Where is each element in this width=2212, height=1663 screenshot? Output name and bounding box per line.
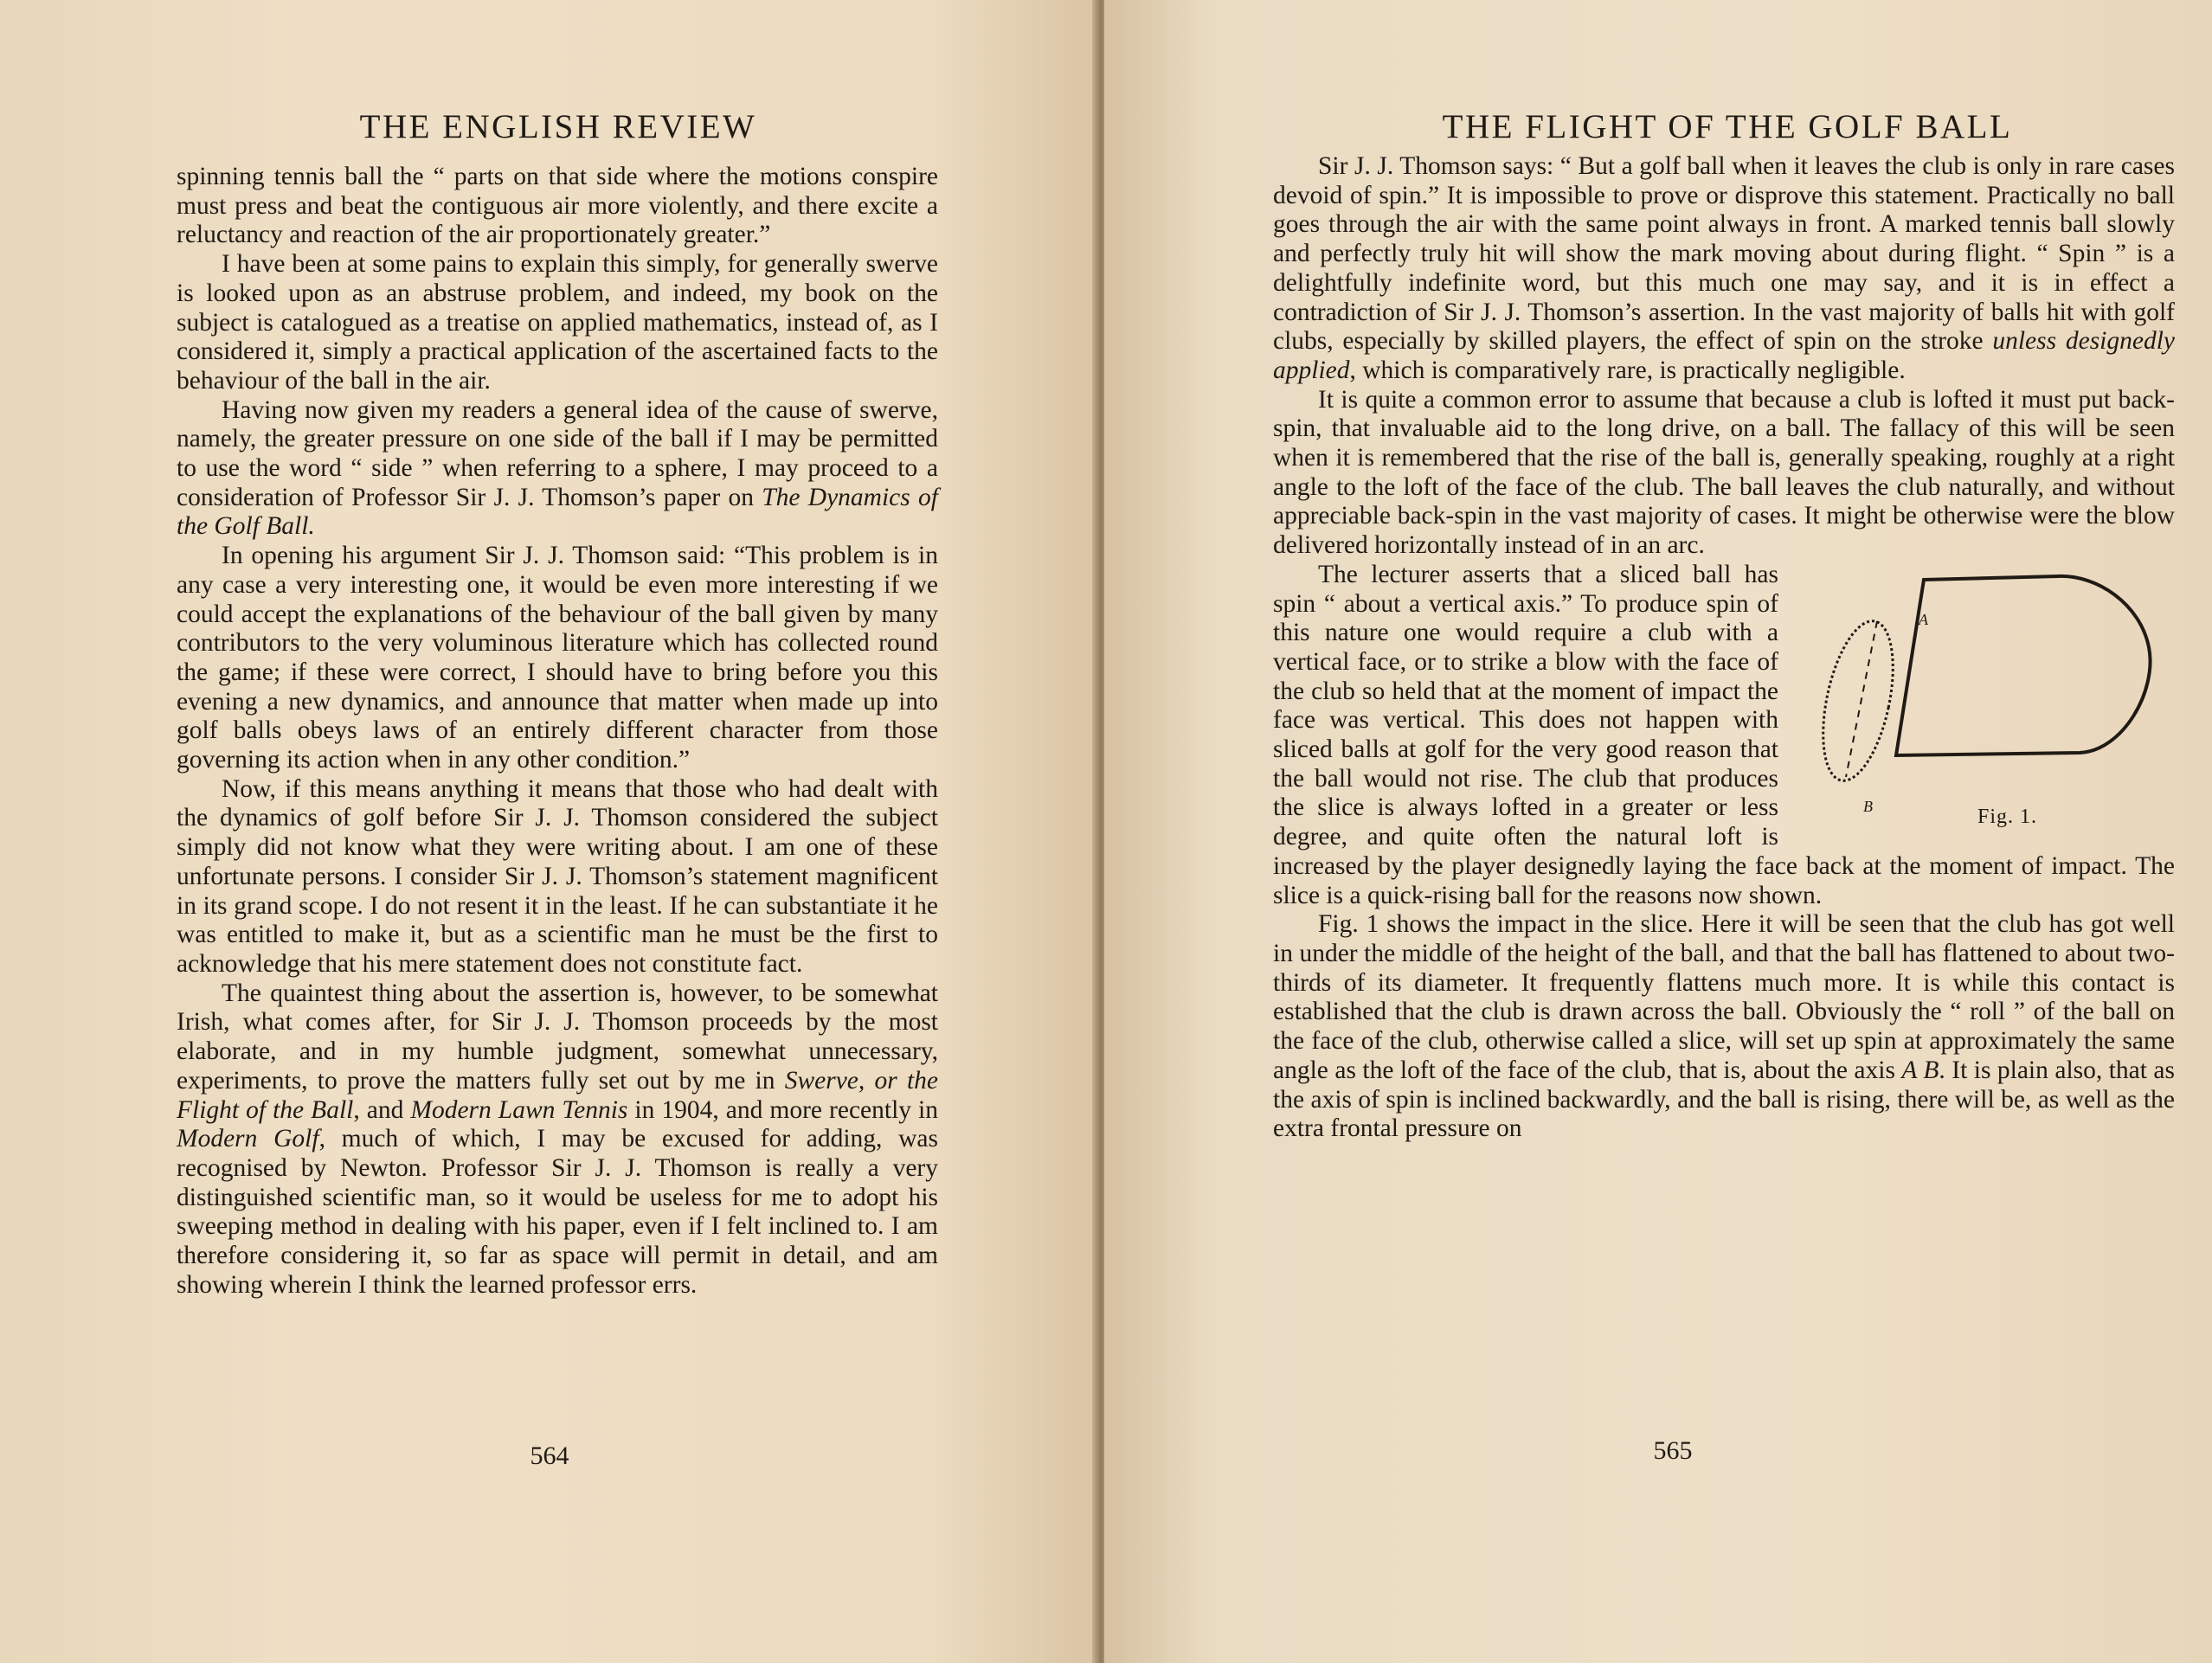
- italic-title: Swerve, or the Flight of the Ball: [177, 1066, 938, 1124]
- right-page: [1104, 0, 2212, 1663]
- page-number-right: 565: [1653, 1436, 1693, 1465]
- paragraph: spinning tennis ball the “ parts on that side where the motions conspire must press and beat the contiguous air more violently, and there excite a reluctancy and reaction of the air proportionately greater.”: [177, 163, 938, 249]
- flattened-ball: [1810, 614, 1906, 787]
- paragraph: Fig. 1 shows the impact in the slice. Here it will be seen that the club has got well in under the middle of the height of the ball, and that the ball has flattened to about two-thirds of its diameter. It frequently flattens much more. It is while this contact is established that the club is drawn across the ball. Obviously the “ roll ” of the ball on the face of the club, otherwise called a slice, will set up spin at approximately the same angle as the loft of the face of the club, that is, about the axis A B. It is plain also, that as the axis of spin is inclined backwardly, and the ball is rising, there will be, as well as the extra frontal pressure on: [1273, 910, 2175, 1143]
- paragraph: The quaintest thing about the assertion is, however, to be somewhat Irish, what comes after, for Sir J. J. Thomson proceeds by the most elaborate, and in my humble judgment, somewhat unnecessary, experiments, to prove the matters fully set out by me in Swerve, or the Flight of the Ball, and Modern Lawn Tennis in 1904, and more recently in Modern Golf, much of which, I may be excused for adding, was recognised by Newton. Professor Sir J. J. Thomson is really a very distinguished scientific man, so it would be useless for me to adopt his sweeping method in dealing with his paper, even if I felt inclined to. I am therefore considering it, so far as space will permit in detail, and am showing wherein I think the learned professor errs.: [177, 979, 939, 1299]
- paragraph: Sir J. J. Thomson says: “ But a golf ball when it leaves the club is only in rare cases devoid of spin.” It is impossible to prove or disprove this statement. Practically no ball goes through the air with the same point always in front. A marked tennis ball slowly and perfectly truly hit will show the mark moving about during flight. “ Spin ” is a delightfully indefinite word, but this much one may say, and it is in effect a contradiction of Sir J. J. Thomson’s assertion. In the vast majority of balls hit with golf clubs, especially by skilled players, the effect of spin on the stroke unless designedly applied, which is comparatively rare, is practically negligible.: [1273, 152, 2175, 384]
- italic-axis: A B: [1901, 1056, 1939, 1084]
- italic-title: Modern Golf: [177, 1125, 319, 1153]
- figure-1: [1794, 561, 2175, 846]
- page-number-left: 564: [530, 1441, 569, 1470]
- paragraph: It is quite a common error to assume that because a club is lofted it must put back-spin, that invaluable aid to the long drive, on a ball. The fallacy of this will be seen when it is remembered that the rise of the ball is, generally speaking, roughly at a right angle to the loft of the face of the club. The ball leaves the club naturally, and without appreciable back-spin in the vast majority of cases. It might be otherwise were the blow delivered horizontally instead of in an arc.: [1273, 385, 2175, 560]
- paragraph: In opening his argument Sir J. J. Thomson said: “This problem is in any case a very interesting one, it would be even more interesting if we could accept the explanations of the behaviour of the ball given by many contributors to the very voluminous literature which has collected round the game; if these were correct, I should have to bring before you this evening a new dynamics, and announce that matter when made up into golf balls obeys laws of an entirely different character from those governing its action when in any other condition.”: [177, 542, 938, 774]
- right-page-body: [1273, 152, 2175, 1144]
- label-b: B: [1863, 797, 1873, 815]
- label-a: A: [1919, 610, 1928, 628]
- figure-caption: Fig. 1.: [1977, 805, 2038, 828]
- paragraph: I have been at some pains to explain this simply, for generally swerve is looked upon as an abstruse problem, and indeed, my book on the subject is catalogued as a treatise on applied mathematics, instead of, as I considered it, simply a practical application of the ascertained facts to the behaviour of the ball in the air.: [177, 250, 938, 395]
- italic-title: Modern Lawn Tennis: [410, 1095, 628, 1124]
- running-head-right: THE FLIGHT OF THE GOLF BALL: [1442, 108, 2013, 145]
- italic-emphasis: unless designedly applied: [1273, 327, 2175, 384]
- club-head-outline: [1896, 576, 2151, 755]
- paragraph: Now, if this means anything it means that those who had dealt with the dynamics of golf before Sir J. J. Thomson considered the subject simply did not know what they were writing about. I am one of these unfortunate persons. I consider Sir J. J. Thomson’s statement magnificent in its grand scope. I do not resent it in the least. If he can substantiate it he was entitled to make it, but as a scientific man he must be the first to acknowledge that his mere statement does not constitute fact.: [177, 774, 938, 978]
- paragraph: A B Fig. 1. The lecturer asserts that a sliced ball has spin “ about a vertical axis.” To produce spin of this nature one would require a club with a vertical face, or to strike a blow with the face of the club so held that at the moment of impact the face was vertical. This does not happen with sliced balls at golf for the very good reason that the ball would not rise. The club that produces the slice is always lofted in a greater or less degree, and quite often the natural loft is increased by the player designedly laying the face back at the moment of impact. The slice is a quick-rising ball for the reasons now shown.: [1273, 560, 2175, 909]
- left-page-body: [177, 163, 938, 1300]
- running-head-left: THE ENGLISH REVIEW: [359, 108, 757, 145]
- left-page: [0, 0, 1097, 1663]
- italic-title: The Dynamics of the Golf Ball.: [177, 483, 938, 541]
- paragraph: Having now given my readers a general idea of the cause of swerve, namely, the greater pressure on one side of the ball if I may be permitted to use the word “ side ” when referring to a sphere, I may proceed to a consideration of Professor Sir J. J. Thomson’s paper on The Dynamics of the Golf Ball.: [177, 395, 938, 541]
